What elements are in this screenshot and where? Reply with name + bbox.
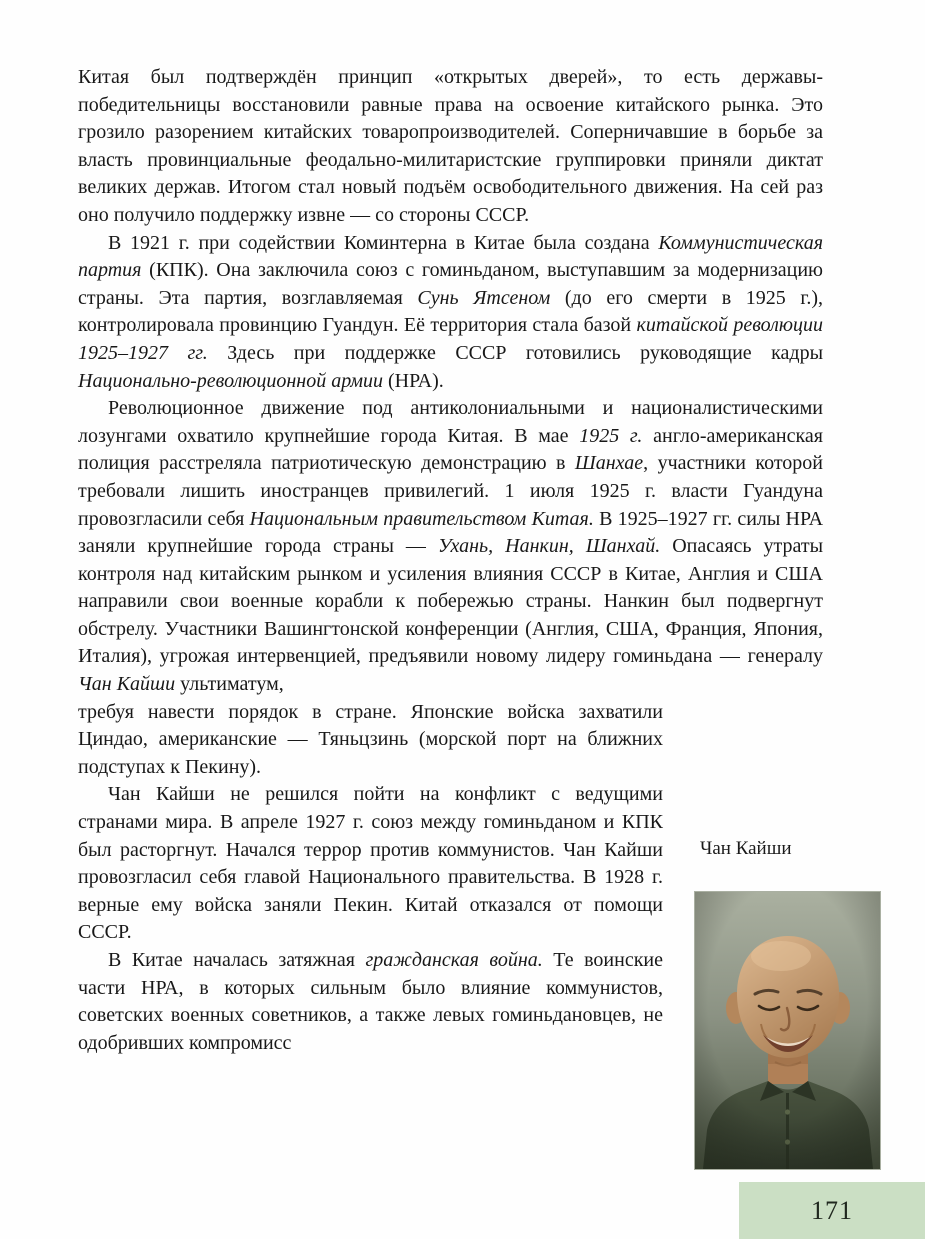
page-number: 171 — [811, 1195, 853, 1225]
paragraph: Чан Кайши не решился пойти на конфликт с ведущими странами мира. В апреле 1927 г. союз между гоминьданом и КПК был расторгнут. Начался террор против коммунистов. Чан Кайши провозгласил себя главой Национального правительства. В 1928 г. верные ему войска заняли Пекин. Китай отказался от помощи СССР. — [78, 783, 663, 944]
photo-block — [695, 892, 880, 1169]
page-number-box — [739, 1182, 925, 1239]
paragraph: В Китае началась затяжная гражданская война. Те воинские части НРА, в которых сильным было влияние коммунистов, советских военных советников, а также левых гоминьдановцев, не одобривших компромисс — [78, 949, 663, 1054]
paragraph: Китая был подтверждён принцип «открытых дверей», то есть державы-победительницы восстановили равные права на освоение китайского рынка. Это грозило разорением китайских товаропроизводителей. Соперничавшие в борьбе за власть провинциальные феодально-милитаристские группировки приняли диктат великих держав. Итогом стал новый подъём освободительного движения. На сей раз оно получило поддержку извне — со стороны СССР. — [78, 66, 823, 226]
paragraph: В 1921 г. при содействии Коминтерна в Китае была создана Коммунистическая партия (КПК). Она заключила союз с гоминьданом, выступавшим за модернизацию страны. Эта партия, возглавляемая Сунь Ятсеном (до его смерти в 1925 г.), контролировала провинцию Гуандун. Её территория стала базой китайской революции 1925–1927 гг. Здесь при поддержке СССР готовились руководящие кадры Национально-революционной армии (НРА). — [78, 231, 824, 392]
paragraph: Революционное движение под антиколониальными и националистическими лозунгами охватило крупнейшие города Китая. В мае 1925 г. англо-американская полиция расстреляла патриотическую демонстрацию в Шанхае, участники которой требовали лишить иностранцев привилегий. 1 июля 1925 г. власти Гуандуна провозгласили себя Национальным правительством Китая. В 1925–1927 гг. силы НРА заняли крупнейшие города страны — Ухань, Нанкин, Шанхай. Опасаясь утраты контроля над китайским рынком и усиления влияния СССР в Китае, Англия и США направили свои военные корабли к побережью страны. Нанкин был подвергнут обстрелу. Участники Вашингтонской конференции (Англия, США, Франция, Япония, Италия), угрожая интервенцией, предъявили новому лидеру гоминьдана — генералу Чан Кайши ультиматум, — [78, 397, 824, 696]
chiang-kai-shek-portrait — [695, 892, 880, 1169]
photo-caption: Чан Кайши — [700, 838, 792, 859]
paragraph: требуя навести порядок в стране. Японские войска захватили Циндао, американские — Тяньцзинь (морской порт на ближних подступах к Пекину). — [78, 700, 663, 778]
